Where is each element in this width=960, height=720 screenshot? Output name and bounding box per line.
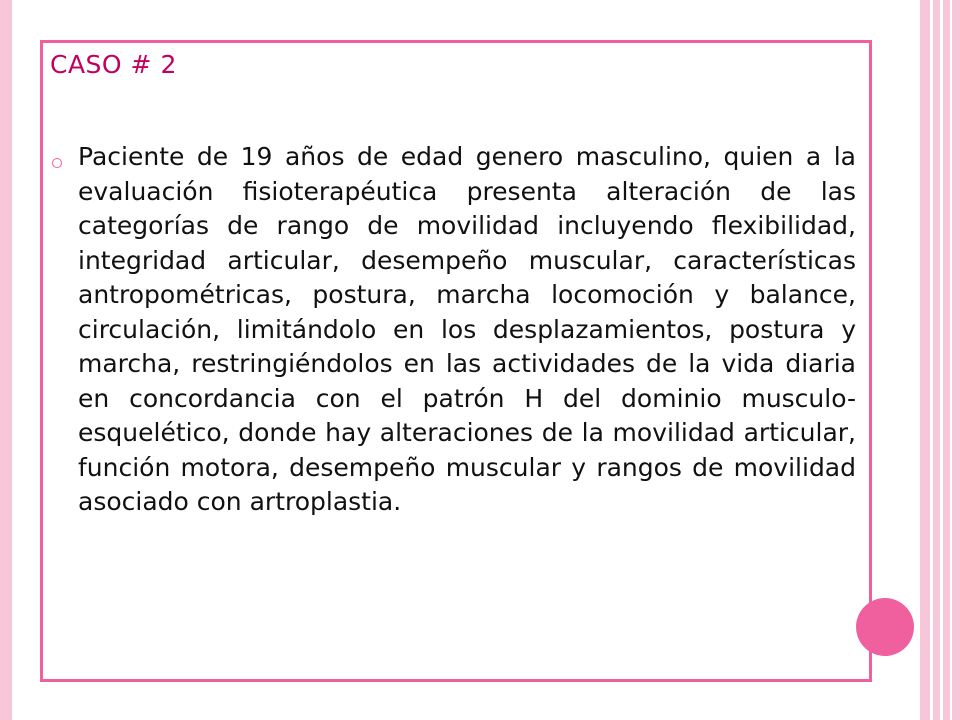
band-stripe (950, 0, 952, 720)
slide-title: CASO # 2 (50, 50, 177, 79)
band-stripe (940, 0, 943, 720)
left-decorative-bar (0, 0, 12, 720)
decorative-circle (856, 598, 914, 656)
case-description: Paciente de 19 años de edad genero masculino, quien a la evaluación fisioterapéutica presenta alteración de las categorías de rango de movilidad incluyendo flexibilidad, integridad articular, desempeño muscular, características antropométricas, postura, marcha locomoción y balance, circulación, limitándolo en los desplazamientos, postura y marcha, restringiéndolos en las actividades de la vida diaria en concordancia con el patrón H del dominio musculo- esquelético, donde hay alteraciones de la movilidad articular, función motora, desempeño muscular y rangos de movilidad asociado con artroplastia. (78, 142, 856, 516)
right-decorative-band (920, 0, 960, 720)
band-stripe (930, 0, 933, 720)
bullet-ring-icon (52, 158, 62, 168)
